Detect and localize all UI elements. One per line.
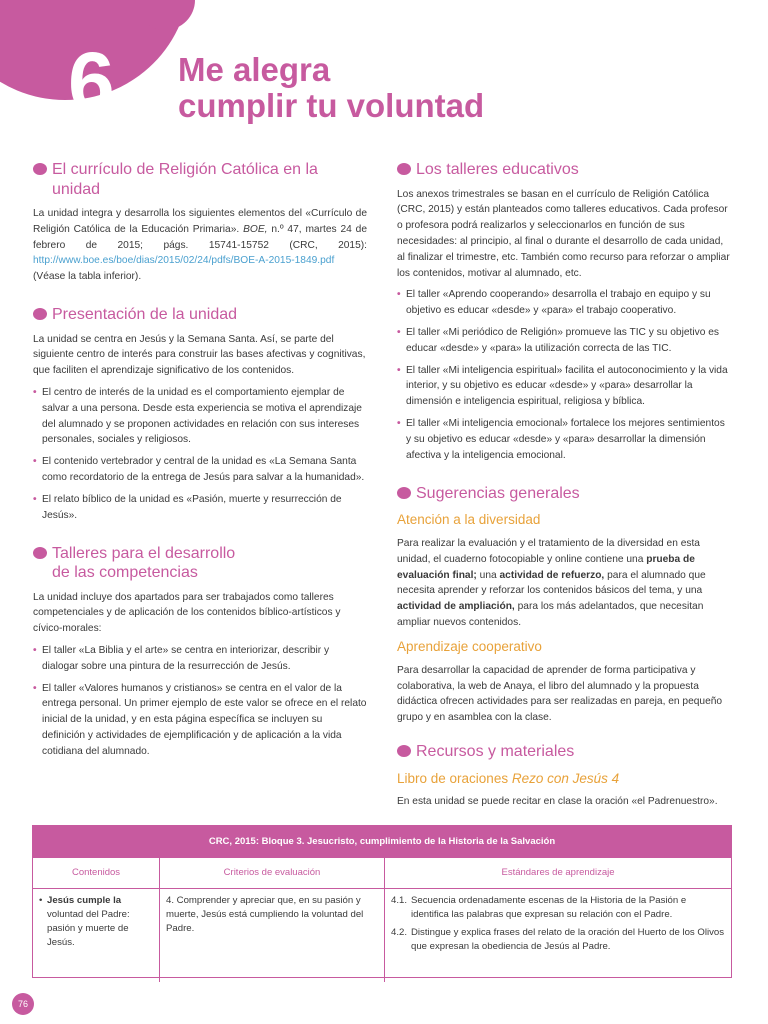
estandar-item: 4.2. Distingue y explica frases del relato de la oración del Huerto de los Olivos que expresan la obediencia de Jesús al Padre. <box>391 926 725 952</box>
paragraph: Para desarrollar la capacidad de aprender de forma participativa y colaborativa, la web de Anaya, el libro del alumnado y la propuesta didáctica ofrecen actividades para ser realizadas en pareja, en pequeño grupo y en asamblea con la clase. <box>397 664 723 724</box>
section-talleres-educativos <box>397 160 731 464</box>
section-heading: Los talleres educativos <box>397 160 731 180</box>
section-heading: Sugerencias generales <box>397 484 731 504</box>
list-item: • El relato bíblico de la unidad es «Pasión, muerte y resurrección de Jesús». <box>33 493 342 521</box>
bullet-list <box>397 287 731 463</box>
paragraph: Para realizar la evaluación y el tratamiento de la diversidad en esta unidad, el cuaderno fotocopiable y online contiene una prueba de evaluación final; una actividad de refuerzo, para el alumnado que necesita aprender y reforzar los contenidos básicos del tema, y una actividad de ampliación, para los más adelantados, que necesitan ampliar nuevos contenidos. <box>397 537 706 629</box>
bullet-dot-icon <box>397 163 411 175</box>
section-recursos <box>397 742 731 810</box>
table-header: Criterios de evaluación <box>160 858 385 889</box>
subheading: Aprendizaje cooperativo <box>397 638 542 654</box>
table-header: Estándares de aprendizaje <box>501 867 615 879</box>
list-item: • El contenido vertebrador y central de la unidad es «La Semana Santa como recordatorio de la entrega de Jesús para salvar a la humanidad». <box>33 456 365 484</box>
boe-link[interactable]: http://www.boe.es/boe/dias/2015/02/24/pdfs/BOE-A-2015-1849.pdf <box>33 255 335 267</box>
list-item: • El taller «Mi inteligencia emocional» fortalece los mejores sentimientos y su objetivo es educar «desde» y «para» desarrollar la dimensión afectiva y la inteligencia emocional. <box>397 418 725 461</box>
list-item: • El taller «Mi inteligencia espiritual» facilita el autoconocimiento y la vida interior, y su objetivo es educar «desde» y «para» desarrollar la dimensión e inteligencia espiritual, religiosa y bíblica. <box>397 364 728 408</box>
bullet-list <box>33 643 367 760</box>
paragraph: La unidad incluye dos apartados para ser trabajados como talleres competenciales y de aplicación de los contenidos bíblico-artísticos y cívico-morales: <box>33 591 341 635</box>
table-cell-contenido: • Jesús cumple la voluntad del Padre: pasión y muerte de Jesús. <box>33 889 160 983</box>
section-heading: Talleres para el desarrollo de las competencias <box>33 544 367 583</box>
estandar-item: 4.1. Secuencia ordenadamente escenas de la Historia de la Pasión e identifica las palabras que expresan su relación con el Padre. <box>391 895 687 920</box>
list-item: • El taller «Aprendo cooperando» desarrolla el trabajo en equipo y su objetivo es educar «desde» y «para» el trabajo cooperativo. <box>397 289 711 317</box>
section-heading: El currículo de Religión Católica en la unidad <box>33 160 367 199</box>
unit-number: 6 <box>68 35 115 129</box>
page-number: 76 <box>12 993 34 1015</box>
table-cell-estandares <box>385 889 732 983</box>
bullet-dot-icon <box>397 487 411 499</box>
section-talleres-competencias <box>33 544 367 760</box>
curriculum-table <box>33 826 731 982</box>
subheading: Atención a la diversidad <box>397 512 541 528</box>
unit-title-line2: cumplir tu voluntad <box>178 86 485 124</box>
paragraph: La unidad se centra en Jesús y la Semana Santa. Así, se parte del siguiente centro de interés para construir las bases afectivas y cognitivas, que faciliten el aprendizaje significativo de los contenidos. <box>33 333 366 377</box>
section-curriculo <box>33 160 367 285</box>
bullet-list <box>33 385 367 524</box>
section-presentacion <box>33 305 367 523</box>
bullet-dot-icon <box>33 308 47 320</box>
paragraph: En esta unidad se puede recitar en clase la oración «el Padrenuestro». <box>397 796 718 808</box>
bullet-dot-icon <box>397 745 411 757</box>
section-heading: Recursos y materiales <box>397 742 731 762</box>
table-row <box>33 889 731 983</box>
section-heading: Presentación de la unidad <box>33 305 367 325</box>
bullet-dot-icon <box>33 163 47 175</box>
table-cell-criterio: 4. Comprender y apreciar que, en su pasión y muerte, Jesús está cumpliendo la voluntad del Padre. <box>160 889 385 983</box>
list-item: • El centro de interés de la unidad es el comportamiento ejemplar de salvar a una persona. Desde esta experiencia se motiva el aprendizaje del alumnado y se proponen actividades en relación con sus intereses personales, sociales y religiosos. <box>33 387 362 446</box>
subheading: Libro de oraciones Rezo con Jesús 4 <box>397 770 620 786</box>
right-column <box>397 160 731 830</box>
left-column <box>33 160 367 780</box>
bullet-dot-icon <box>33 547 47 559</box>
section-sugerencias <box>397 484 731 726</box>
paragraph: La unidad integra y desarrolla los siguientes elementos del «Currículo de Religión Católica de la Educación Primaria». BOE, n.º 47, martes 24 de febrero de 2015; págs. 15741-15752 (CRC, 2015): http://www.boe.es/boe/dias/2015/02/24/pdfs/BOE-A-2015-1849.pdf (Véase la tabla inferior). <box>33 208 367 283</box>
list-item: • El taller «Valores humanos y cristianos» se centra en el valor de la entrega personal. Un primer ejemplo de este valor se ofrece en el relato inicial de la unidad, y en esta página específica se incluyen su definición y actividades de ejemplificación y de aplicación a la vida cotidiana del alumnado. <box>33 682 367 757</box>
table-header: Contenidos <box>33 858 160 889</box>
list-item: • El taller «Mi periódico de Religión» promueve las TIC y su objetivo es educar «desde» y «para» la utilización correcta de las TIC. <box>397 327 719 354</box>
unit-title <box>178 52 484 123</box>
unit-title-line1: Me alegra <box>178 51 331 88</box>
list-item: • El taller «La Biblia y el arte» se centra en interiorizar, describir y dialogar sobre una pintura de la resurrección de Jesús. <box>33 645 330 672</box>
paragraph: Los anexos trimestrales se basan en el currículo de Religión Católica (CRC, 2015) y están planteados como talleres educativos. Cada profesor o profesora podrá realizarlos y seleccionarlos en función de sus necesidades: al principio, al final o durante el desarrollo de cada unidad, al finalizar el trimestre, etc. También como recurso para reforzar o ampliar los contenidos, motivar al alumnado, etc. <box>397 188 730 279</box>
table-title: CRC, 2015: Bloque 3. Jesucristo, cumplimiento de la Historia de la Salvación <box>33 826 731 858</box>
